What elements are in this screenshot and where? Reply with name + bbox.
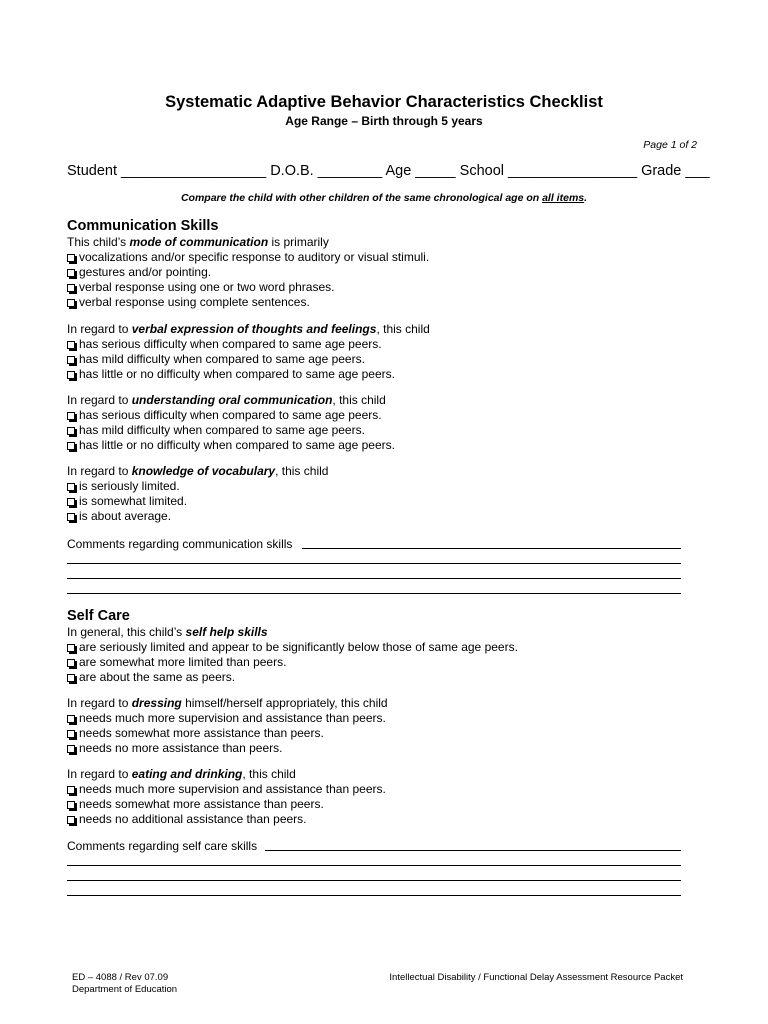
department: Department of Education — [72, 984, 178, 995]
student-info-fields[interactable]: Student __________________ D.O.B. ________ Age _____ School ________________ Grade ___ — [67, 163, 710, 179]
instruction-text — [0, 192, 768, 204]
option-label: has serious difficulty when compared to same age peers. — [79, 408, 382, 422]
footer-left — [72, 972, 177, 996]
checkbox-icon[interactable] — [67, 659, 75, 667]
comments-self-care[interactable] — [67, 839, 681, 899]
comment-rule — [265, 850, 681, 851]
checkbox-icon[interactable] — [67, 816, 75, 824]
option-label: is seriously limited. — [79, 479, 180, 493]
option-label: verbal response using complete sentences. — [79, 295, 310, 309]
option-label: is about average. — [79, 509, 172, 523]
subtitle-rest: Birth through 5 years — [361, 114, 483, 128]
question-emphasis: verbal expression of thoughts and feelings — [131, 322, 377, 336]
checkbox-icon[interactable] — [67, 371, 75, 379]
form-id: ED – 4088 / Rev 07.09 — [72, 972, 169, 983]
comment-rule — [302, 548, 681, 549]
checkbox-option[interactable] — [67, 726, 388, 741]
comment-line[interactable] — [67, 884, 681, 899]
checkbox-icon[interactable] — [67, 644, 75, 652]
option-label: are about the same as peers. — [79, 670, 236, 684]
checkbox-option[interactable] — [67, 250, 429, 265]
checkbox-option[interactable] — [67, 812, 386, 827]
option-label: needs no additional assistance than peers. — [79, 812, 307, 826]
question-emphasis: understanding oral communication — [131, 393, 333, 407]
section-heading-self-care: Self Care — [67, 608, 130, 624]
option-label: are somewhat more limited than peers. — [79, 655, 287, 669]
checkbox-icon[interactable] — [67, 269, 75, 277]
checkbox-option[interactable] — [67, 670, 518, 685]
question-prefix: In regard to — [67, 767, 132, 781]
subtitle-dash: – — [347, 114, 362, 128]
question-prefix: In regard to — [67, 322, 132, 336]
checkbox-option[interactable] — [67, 797, 386, 812]
option-label: gestures and/or pointing. — [79, 265, 212, 279]
checkbox-option[interactable] — [67, 741, 388, 756]
comment-line[interactable] — [67, 552, 681, 567]
question-prefix: This child’s — [67, 235, 130, 249]
checkbox-option[interactable] — [67, 295, 429, 310]
question-verbal-expression — [67, 322, 430, 382]
question-text — [67, 464, 328, 479]
option-label: needs somewhat more assistance than peers. — [79, 797, 324, 811]
comment-rule — [67, 593, 681, 594]
checkbox-icon[interactable] — [67, 674, 75, 682]
checkbox-icon[interactable] — [67, 284, 75, 292]
option-label: needs much more supervision and assistance than peers. — [79, 782, 386, 796]
comment-line[interactable] — [67, 854, 681, 869]
question-understanding-oral — [67, 393, 395, 453]
option-label: are seriously limited and appear to be significantly below those of same age peers. — [79, 640, 518, 654]
footer-packet-title: Intellectual Disability / Functional Delay Assessment Resource Packet — [389, 972, 683, 983]
question-self-help — [67, 625, 518, 685]
checkbox-option[interactable] — [67, 423, 395, 438]
comment-rule — [67, 880, 681, 881]
option-label: has serious difficulty when compared to same age peers. — [79, 337, 382, 351]
option-label: needs no more assistance than peers. — [79, 741, 283, 755]
section-heading-communication: Communication Skills — [67, 218, 219, 234]
question-prefix: In regard to — [67, 464, 132, 478]
question-mode-of-communication — [67, 235, 429, 310]
checkbox-icon[interactable] — [67, 730, 75, 738]
option-label: is somewhat limited. — [79, 494, 188, 508]
checkbox-icon[interactable] — [67, 498, 75, 506]
checkbox-option[interactable] — [67, 711, 388, 726]
option-label: needs somewhat more assistance than peers. — [79, 726, 324, 740]
question-vocabulary — [67, 464, 328, 524]
checkbox-icon[interactable] — [67, 715, 75, 723]
subtitle-prefix: Age Range — [285, 114, 348, 128]
checkbox-option[interactable] — [67, 640, 518, 655]
option-label: needs much more supervision and assistance than peers. — [79, 711, 386, 725]
comment-rule — [67, 895, 681, 896]
checkbox-option[interactable] — [67, 408, 395, 423]
comment-rule — [67, 578, 681, 579]
checkbox-icon[interactable] — [67, 356, 75, 364]
option-label: has little or no difficulty when compared to same age peers. — [79, 367, 395, 381]
checkbox-option[interactable] — [67, 367, 430, 382]
checkbox-icon[interactable] — [67, 412, 75, 420]
checkbox-icon[interactable] — [67, 801, 75, 809]
comment-line[interactable] — [67, 567, 681, 582]
comment-line[interactable] — [67, 869, 681, 884]
checkbox-option[interactable] — [67, 280, 429, 295]
question-emphasis: dressing — [131, 696, 182, 710]
checkbox-icon[interactable] — [67, 427, 75, 435]
comment-line[interactable] — [67, 839, 681, 854]
checkbox-option[interactable] — [67, 655, 518, 670]
checkbox-icon[interactable] — [67, 299, 75, 307]
question-text — [67, 767, 386, 782]
instruction-before: Compare the child with other children of the same chronological age on — [180, 192, 543, 204]
comment-line[interactable] — [67, 582, 681, 597]
question-suffix: himself/herself appropriately, this child — [181, 696, 388, 710]
question-text — [67, 625, 518, 640]
option-label: has mild difficulty when compared to same age peers. — [79, 423, 365, 437]
question-suffix: , this child — [332, 393, 386, 407]
checkbox-icon[interactable] — [67, 254, 75, 262]
question-suffix: , this child — [242, 767, 296, 781]
option-label: vocalizations and/or specific response to auditory or visual stimuli. — [79, 250, 430, 264]
question-emphasis: knowledge of vocabulary — [131, 464, 276, 478]
checkbox-option[interactable] — [67, 352, 430, 367]
checkbox-option[interactable] — [67, 782, 386, 797]
question-suffix: , this child — [275, 464, 329, 478]
option-label: has little or no difficulty when compared to same age peers. — [79, 438, 395, 452]
question-emphasis: self help skills — [185, 625, 268, 639]
question-suffix: is primarily — [268, 235, 329, 249]
question-text — [67, 393, 395, 408]
checkbox-icon[interactable] — [67, 442, 75, 450]
question-emphasis: eating and drinking — [131, 767, 243, 781]
checkbox-option[interactable] — [67, 438, 395, 453]
comments-label: Comments regarding self care skills — [67, 839, 258, 853]
question-prefix: In regard to — [67, 696, 132, 710]
option-label: verbal response using one or two word phrases. — [79, 280, 335, 294]
option-label: has mild difficulty when compared to same age peers. — [79, 352, 365, 366]
instruction-after: . — [584, 192, 588, 204]
checkbox-option[interactable] — [67, 509, 328, 524]
comment-rule — [67, 563, 681, 564]
question-dressing — [67, 696, 388, 756]
checkbox-icon[interactable] — [67, 483, 75, 491]
question-prefix: In regard to — [67, 393, 132, 407]
checkbox-icon[interactable] — [67, 786, 75, 794]
checkbox-icon[interactable] — [67, 513, 75, 521]
question-emphasis: mode of communication — [129, 235, 269, 249]
page-title: Systematic Adaptive Behavior Characteristics Checklist — [165, 93, 603, 111]
question-prefix: In general, this child’s — [67, 625, 186, 639]
checkbox-icon[interactable] — [67, 341, 75, 349]
checkbox-option[interactable] — [67, 337, 430, 352]
question-eating-drinking — [67, 767, 386, 827]
comments-label: Comments regarding communication skills — [67, 537, 293, 551]
page-subtitle — [0, 114, 768, 128]
comment-rule — [67, 865, 681, 866]
comment-line[interactable] — [67, 537, 681, 552]
page-number: Page 1 of 2 — [643, 139, 697, 151]
question-suffix: , this child — [376, 322, 430, 336]
checkbox-option[interactable] — [67, 265, 429, 280]
checkbox-option[interactable] — [67, 479, 328, 494]
checkbox-icon[interactable] — [67, 745, 75, 753]
question-text — [67, 235, 429, 250]
instruction-underlined: all items — [542, 192, 585, 204]
question-text — [67, 322, 430, 337]
question-text — [67, 696, 388, 711]
checkbox-option[interactable] — [67, 494, 328, 509]
comments-communication[interactable] — [67, 537, 681, 597]
